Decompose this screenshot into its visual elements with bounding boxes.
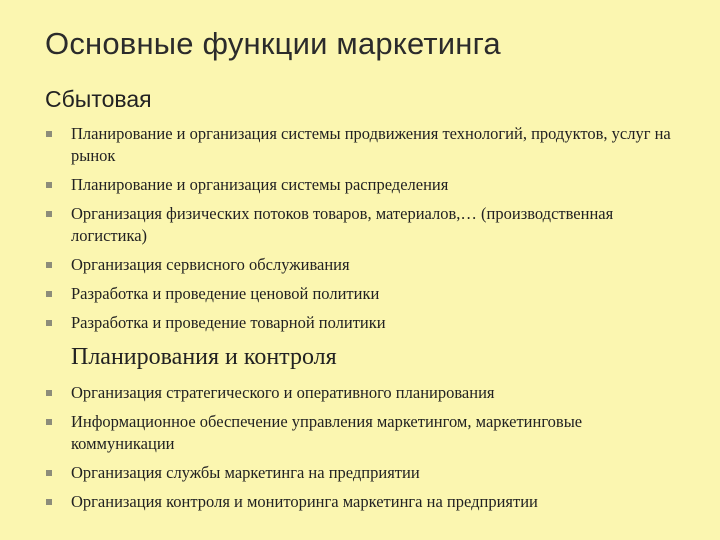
list-item [0, 283, 720, 305]
list-item [0, 254, 720, 276]
list-item [0, 382, 720, 404]
list-item [0, 203, 720, 247]
square-bullet-icon [46, 211, 52, 217]
list-item [0, 491, 720, 513]
planning-control-functions-list [0, 382, 720, 520]
list-item-text: Организация физических потоков товаров, материалов,… (производственная логистика) [71, 204, 614, 245]
list-item-text: Информационное обеспечение управления маркетингом, маркетинговые коммуникации [71, 412, 583, 453]
sales-functions-list [0, 123, 720, 341]
section-heading-planning-control: Планирования и контроля [71, 344, 337, 370]
list-item-text: Планирование и организация системы распределения [71, 175, 449, 194]
list-item-text: Разработка и проведение ценовой политики [71, 284, 380, 303]
list-item-text: Планирование и организация системы продвижения технологий, продуктов, услуг на рынок [71, 124, 671, 165]
square-bullet-icon [46, 291, 52, 297]
square-bullet-icon [46, 262, 52, 268]
list-item-text: Организация сервисного обслуживания [71, 255, 350, 274]
square-bullet-icon [46, 470, 52, 476]
square-bullet-icon [46, 499, 52, 505]
list-item [0, 312, 720, 334]
section-heading-sales: Сбытовая [45, 86, 152, 112]
square-bullet-icon [46, 131, 52, 137]
list-item [0, 123, 720, 167]
square-bullet-icon [46, 320, 52, 326]
list-item [0, 174, 720, 196]
list-item-text: Организация контроля и мониторинга маркетинга на предприятии [71, 492, 538, 511]
square-bullet-icon [46, 182, 52, 188]
square-bullet-icon [46, 390, 52, 396]
slide-title: Основные функции маркетинга [45, 26, 501, 61]
list-item [0, 411, 720, 455]
list-item-text: Разработка и проведение товарной политики [71, 313, 386, 332]
square-bullet-icon [46, 419, 52, 425]
list-item-text: Организация стратегического и оперативного планирования [71, 383, 495, 402]
list-item [0, 462, 720, 484]
list-item-text: Организация службы маркетинга на предприятии [71, 463, 420, 482]
